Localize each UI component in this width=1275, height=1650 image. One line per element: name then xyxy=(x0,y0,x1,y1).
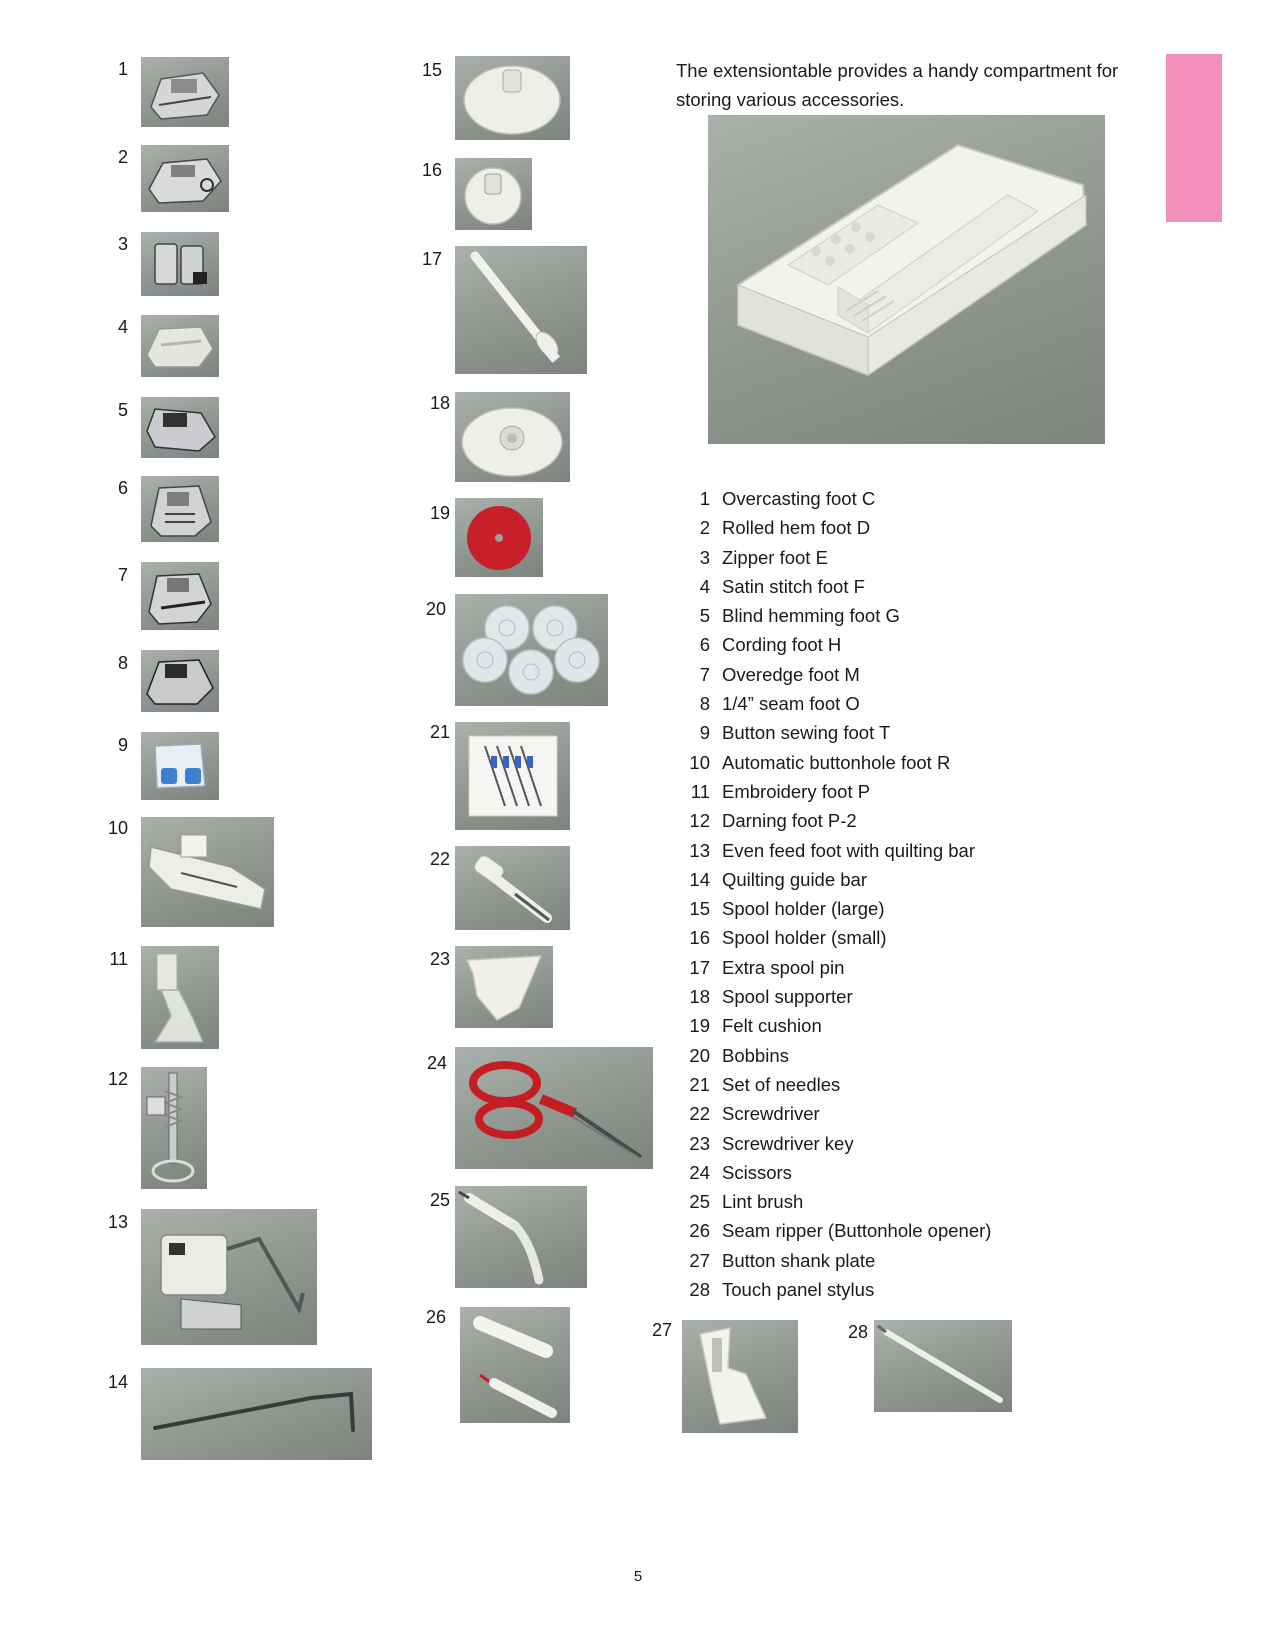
legend-label: Overcasting foot C xyxy=(722,488,876,509)
legend-item xyxy=(676,840,1096,869)
photo-seam-ripper xyxy=(460,1307,570,1423)
legend-label: Even feed foot with quilting bar xyxy=(722,839,975,861)
legend-number: 15 xyxy=(689,898,710,920)
photo-darning-foot xyxy=(141,1067,207,1189)
legend-number: 23 xyxy=(689,1132,710,1154)
legend-label: Screwdriver xyxy=(722,1103,820,1125)
photo-overcasting-foot xyxy=(141,57,229,127)
photo-cording-foot xyxy=(141,476,219,542)
legend-label: Darning foot P-2 xyxy=(722,810,857,832)
legend-item xyxy=(676,693,1096,722)
legend-item xyxy=(676,722,1096,751)
photo-number-14: 14 xyxy=(107,1372,128,1392)
legend-item xyxy=(676,1250,1096,1279)
legend-label: Bobbins xyxy=(722,1044,789,1066)
legend-label: Spool holder (large) xyxy=(722,898,885,920)
legend-label: Set of needles xyxy=(722,1073,841,1095)
legend-item xyxy=(676,781,1096,810)
photo-quilting-guide-bar xyxy=(141,1368,372,1460)
legend-item xyxy=(676,547,1096,576)
legend-number: 7 xyxy=(699,663,710,685)
legend-item xyxy=(676,605,1096,634)
photo-number-3: 3 xyxy=(117,234,128,254)
legend-number: 10 xyxy=(689,751,710,773)
photo-overedge-foot xyxy=(141,562,219,630)
legend-number: 28 xyxy=(689,1279,710,1301)
legend-item xyxy=(676,488,1096,517)
photo-number-26: 26 xyxy=(425,1307,446,1327)
legend-item xyxy=(676,810,1096,839)
photo-extension-table xyxy=(708,115,1105,444)
legend-number: 22 xyxy=(689,1103,710,1125)
photo-number-27: 27 xyxy=(651,1320,672,1340)
legend-number: 13 xyxy=(689,839,710,861)
photo-bobbins xyxy=(455,594,608,706)
photo-spool-holder-small xyxy=(455,158,532,230)
photo-number-4: 4 xyxy=(117,317,128,337)
legend-number: 24 xyxy=(689,1161,710,1183)
photo-number-9: 9 xyxy=(117,735,128,755)
photo-scissors xyxy=(455,1047,653,1169)
photo-number-24: 24 xyxy=(426,1053,447,1073)
legend-item xyxy=(676,1015,1096,1044)
legend-label: Blind hemming foot G xyxy=(722,605,900,627)
photo-number-18: 18 xyxy=(429,393,450,413)
photo-number-21: 21 xyxy=(429,722,450,742)
photo-embroidery-foot xyxy=(141,946,219,1049)
photo-number-11: 11 xyxy=(109,949,128,969)
photo-extra-spool-pin xyxy=(455,246,587,374)
legend-label: Automatic buttonhole foot R xyxy=(722,751,951,773)
photo-number-19: 19 xyxy=(429,503,450,523)
legend-item xyxy=(676,517,1096,546)
legend-item xyxy=(676,1220,1096,1249)
legend-number: 18 xyxy=(689,986,710,1008)
legend-number: 27 xyxy=(689,1249,710,1271)
legend-number: 3 xyxy=(699,546,710,568)
legend-number: 1 xyxy=(699,488,710,509)
legend-number: 5 xyxy=(699,605,710,627)
photo-button-shank-plate xyxy=(682,1320,798,1433)
legend-number: 20 xyxy=(689,1044,710,1066)
accessory-legend-list xyxy=(676,488,1096,1308)
legend-label: Satin stitch foot F xyxy=(722,575,865,597)
legend-label: Button shank plate xyxy=(722,1249,876,1271)
legend-item xyxy=(676,927,1096,956)
photo-satin-stitch-foot xyxy=(141,315,219,377)
legend-number: 6 xyxy=(699,634,710,656)
intro-paragraph: The extensiontable provides a handy compartment for storing various accessories. xyxy=(676,60,1119,110)
legend-number: 17 xyxy=(689,956,710,978)
photo-number-13: 13 xyxy=(107,1212,128,1232)
legend-item xyxy=(676,634,1096,663)
photo-set-of-needles xyxy=(455,722,570,830)
photo-screwdriver-key xyxy=(455,946,553,1028)
legend-label: Spool supporter xyxy=(722,986,853,1008)
legend-item xyxy=(676,957,1096,986)
photo-felt-cushion xyxy=(455,498,543,577)
page-number: 5 xyxy=(633,1568,643,1585)
photo-number-23: 23 xyxy=(429,949,450,969)
photo-number-25: 25 xyxy=(429,1190,450,1210)
legend-label: Felt cushion xyxy=(722,1015,822,1037)
photo-number-1: 1 xyxy=(117,59,128,79)
legend-label: Screwdriver key xyxy=(722,1132,854,1154)
legend-label: Cording foot H xyxy=(722,634,842,656)
legend-item xyxy=(676,576,1096,605)
legend-label: Overedge foot M xyxy=(722,663,860,685)
legend-label: Seam ripper (Buttonhole opener) xyxy=(722,1220,992,1242)
photo-number-17: 17 xyxy=(421,249,442,269)
legend-number: 26 xyxy=(689,1220,710,1242)
photo-lint-brush xyxy=(455,1186,587,1288)
legend-item xyxy=(676,1191,1096,1220)
legend-label: Embroidery foot P xyxy=(722,780,871,802)
legend-label: Extra spool pin xyxy=(722,956,845,978)
legend-item xyxy=(676,664,1096,693)
photo-number-20: 20 xyxy=(425,599,446,619)
legend-number: 21 xyxy=(689,1073,710,1095)
legend-item xyxy=(676,1279,1096,1308)
legend-label: Rolled hem foot D xyxy=(722,517,871,539)
photo-number-6: 6 xyxy=(117,478,128,498)
legend-item xyxy=(676,1162,1096,1191)
legend-number: 9 xyxy=(699,722,710,744)
photo-rolled-hem-foot xyxy=(141,145,229,212)
photo-number-5: 5 xyxy=(117,400,128,420)
photo-number-7: 7 xyxy=(117,565,128,585)
legend-number: 19 xyxy=(689,1015,710,1037)
photo-spool-supporter xyxy=(455,392,570,482)
photo-quarter-inch-seam-foot xyxy=(141,650,219,712)
legend-item xyxy=(676,1103,1096,1132)
photo-touch-panel-stylus xyxy=(874,1320,1012,1412)
legend-label: Button sewing foot T xyxy=(722,722,891,744)
photo-number-16: 16 xyxy=(421,160,442,180)
legend-item xyxy=(676,752,1096,781)
photo-blind-hemming-foot xyxy=(141,397,219,458)
photo-number-10: 10 xyxy=(107,818,128,838)
legend-item xyxy=(676,986,1096,1015)
section-tab-marker xyxy=(1166,54,1222,222)
photo-screwdriver xyxy=(455,846,570,930)
photo-spool-holder-large xyxy=(455,56,570,140)
photo-number-12: 12 xyxy=(107,1069,128,1089)
legend-number: 8 xyxy=(699,693,710,715)
legend-label: Touch panel stylus xyxy=(722,1279,875,1301)
photo-automatic-buttonhole-foot xyxy=(141,817,274,927)
legend-label: Lint brush xyxy=(722,1191,804,1213)
legend-item xyxy=(676,1133,1096,1162)
photo-number-15: 15 xyxy=(421,60,442,80)
photo-number-2: 2 xyxy=(117,147,128,167)
legend-number: 14 xyxy=(689,868,710,890)
photo-number-28: 28 xyxy=(847,1322,868,1342)
legend-number: 11 xyxy=(690,780,710,802)
legend-item xyxy=(676,898,1096,927)
legend-number: 4 xyxy=(699,575,710,597)
photo-zipper-foot xyxy=(141,232,219,296)
legend-number: 2 xyxy=(699,517,710,539)
photo-even-feed-foot xyxy=(141,1209,317,1345)
legend-label: Quilting guide bar xyxy=(722,868,868,890)
legend-number: 16 xyxy=(689,927,710,949)
legend-label: Scissors xyxy=(722,1161,792,1183)
photo-button-sewing-foot xyxy=(141,732,219,800)
legend-number: 12 xyxy=(689,810,710,832)
photo-number-22: 22 xyxy=(429,849,450,869)
legend-item xyxy=(676,1074,1096,1103)
legend-item xyxy=(676,869,1096,898)
legend-number: 25 xyxy=(689,1191,710,1213)
photo-number-8: 8 xyxy=(117,653,128,673)
legend-label: Spool holder (small) xyxy=(722,927,887,949)
legend-label: 1/4” seam foot O xyxy=(722,693,860,715)
legend-item xyxy=(676,1045,1096,1074)
legend-label: Zipper foot E xyxy=(722,546,828,568)
